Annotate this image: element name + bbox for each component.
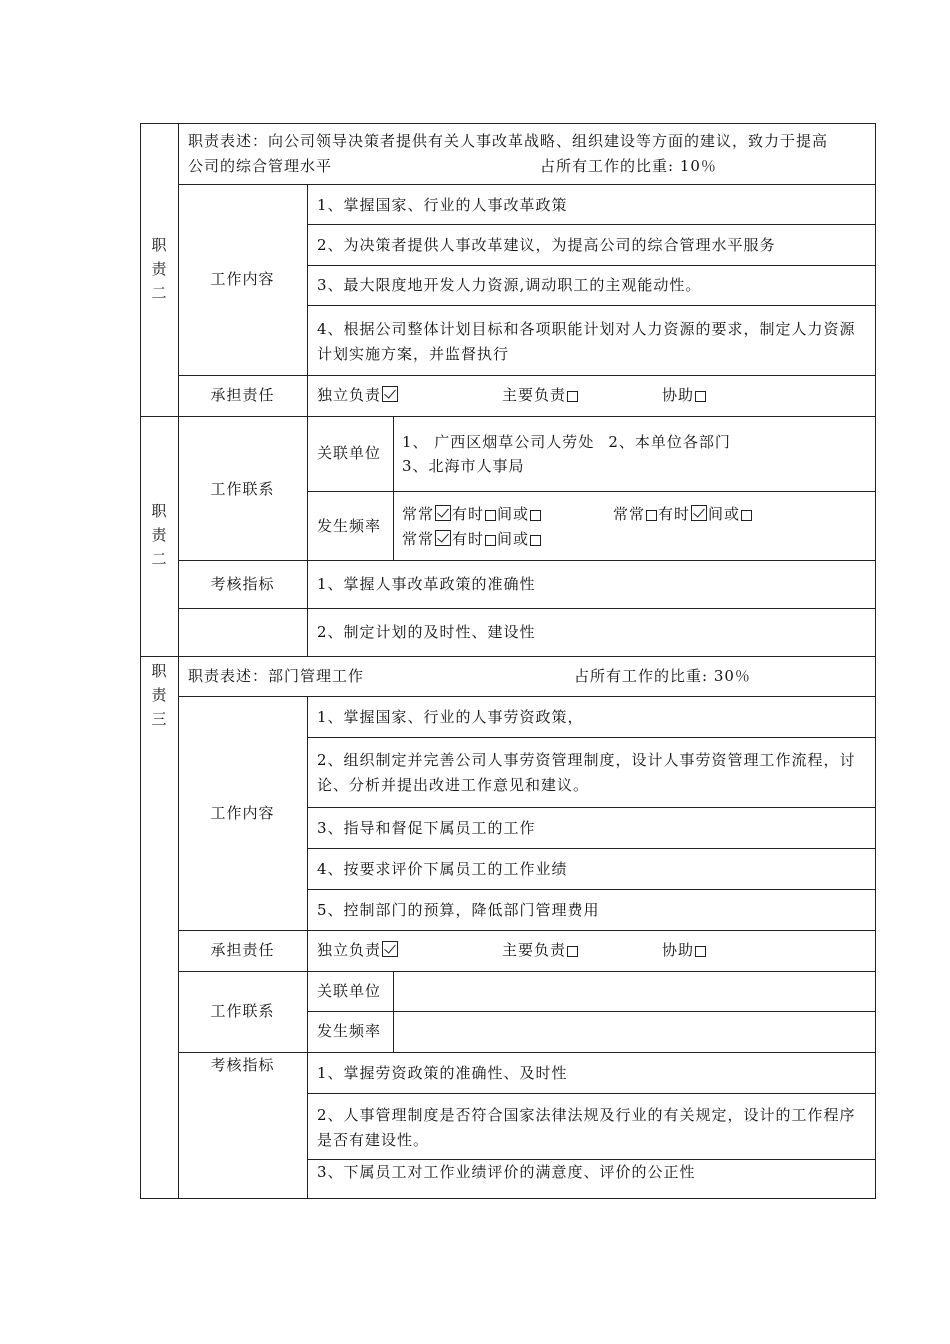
checkbox-unchecked[interactable] [741, 510, 752, 521]
checkbox-unchecked[interactable] [646, 510, 657, 521]
responsibility-options: 独立负责 [317, 938, 399, 963]
kpi-item: 3、下属员工对工作业绩评价的满意度、评价的公正性 [317, 1163, 696, 1181]
work-item: 1、掌握国家、行业的人事改革政策 [317, 196, 568, 214]
kpi-label: 考核指标 [210, 575, 275, 593]
work-ratio: 占所有工作的比重: 30％ [574, 667, 751, 685]
checkbox-checked[interactable] [691, 505, 707, 521]
work-item: 2、为决策者提供人事改革建议，为提高公司的综合管理水平服务 [317, 236, 776, 254]
checkbox-checked[interactable] [382, 386, 398, 402]
checkbox-unchecked[interactable] [530, 510, 541, 521]
checkbox-unchecked[interactable] [695, 391, 706, 402]
responsibility-main: 主要负责 [502, 938, 579, 963]
work-item: 1、掌握国家、行业的人事劳资政策， [317, 708, 584, 726]
section-label: 职 责 二 [151, 502, 167, 568]
kpi-item: 1、掌握人事改革政策的准确性 [317, 575, 536, 593]
kpi-label: 考核指标 [210, 1056, 275, 1074]
section-label: 职 责 二 [151, 236, 167, 302]
work-content-label: 工作内容 [210, 804, 275, 822]
frequency-row: 常常 有时 间或 [402, 527, 542, 552]
frequency-label: 发生频率 [317, 517, 382, 535]
duty-description-cont: 公司的综合管理水平 [188, 157, 333, 175]
responsibility-main: 主要负责 [502, 383, 579, 408]
frequency-label: 发生频率 [317, 1022, 382, 1040]
checkbox-unchecked[interactable] [567, 391, 578, 402]
responsibility-label: 承担责任 [210, 941, 275, 959]
work-contact-label: 工作联系 [210, 480, 275, 498]
work-contact-label: 工作联系 [210, 1002, 275, 1020]
kpi-item: 2、人事管理制度是否符合国家法律法规及行业的有关规定，设计的工作程序是否有建设性。 [317, 1106, 856, 1149]
related-unit-value: 3、北海市人事局 [402, 457, 525, 475]
checkbox-unchecked[interactable] [485, 535, 496, 546]
responsibility-table [140, 123, 876, 1199]
responsibility-options: 独立负责 [317, 383, 399, 408]
frequency-row: 常常 有时 间或 [402, 502, 542, 527]
checkbox-unchecked[interactable] [567, 946, 578, 957]
kpi-item: 2、制定计划的及时性、建设性 [317, 623, 536, 641]
checkbox-checked[interactable] [435, 530, 451, 546]
checkbox-unchecked[interactable] [485, 510, 496, 521]
frequency-row: 常常 有时 间或 [613, 502, 753, 527]
duty-description: 职责表述：向公司领导决策者提供有关人事改革战略、组织建设等方面的建议，致力于提高 [188, 132, 829, 150]
kpi-item: 1、掌握劳资政策的准确性、及时性 [317, 1064, 568, 1082]
duty-description: 职责表述：部门管理工作 [188, 667, 365, 685]
work-item: 4、根据公司整体计划目标和各项职能计划对人力资源的要求，制定人力资源计划实施方案，并监督执行 [317, 320, 856, 363]
responsibility-assist: 协助 [662, 938, 707, 963]
work-item: 3、指导和督促下属员工的工作 [317, 819, 536, 837]
checkbox-checked[interactable] [382, 941, 398, 957]
responsibility-assist: 协助 [662, 383, 707, 408]
related-unit-value: 1、 广西区烟草公司人劳处 2、本单位各部门 [402, 433, 731, 451]
work-item: 4、按要求评价下属员工的工作业绩 [317, 860, 568, 878]
related-unit-label: 关联单位 [317, 982, 382, 1000]
section-label: 职 责 三 [151, 662, 167, 728]
work-item: 2、组织制定并完善公司人事劳资管理制度，设计人事劳资管理工作流程，讨论、分析并提出改进工作意见和建议。 [317, 751, 856, 794]
work-item: 3、最大限度地开发人力资源,调动职工的主观能动性。 [317, 276, 702, 294]
responsibility-label: 承担责任 [210, 386, 275, 404]
work-item: 5、控制部门的预算，降低部门管理费用 [317, 901, 600, 919]
checkbox-checked[interactable] [435, 505, 451, 521]
checkbox-unchecked[interactable] [695, 946, 706, 957]
work-content-label: 工作内容 [210, 270, 275, 288]
checkbox-unchecked[interactable] [530, 535, 541, 546]
work-ratio: 占所有工作的比重: 10％ [540, 157, 717, 175]
related-unit-label: 关联单位 [317, 444, 382, 462]
